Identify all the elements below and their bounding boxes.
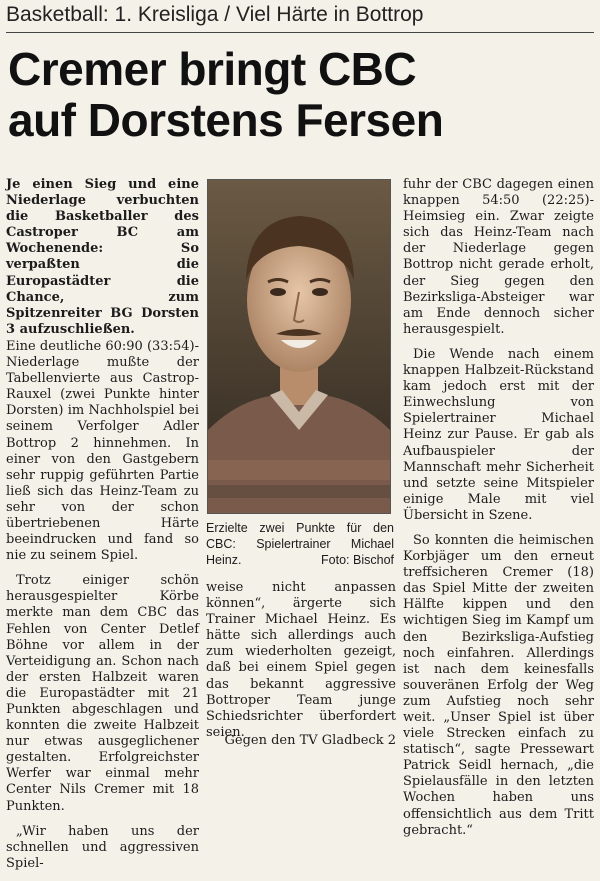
body-paragraph: „Wir haben uns der schnellen und aggressiven Spiel-: [6, 823, 199, 871]
photo-credit: Foto: Bischof: [321, 553, 394, 567]
body-paragraph: Die Wende nach einem knappen Halbzeit-Rückstand kam jedoch erst mit der Einwechslung von Spielertrainer Michael Heinz zur Pause. Er gab als Aufbauspieler der Mannschaft mehr Sicherheit und setzte seine Mitspieler einige Male mit viel Übersicht in Szene.: [403, 346, 594, 523]
caption-text: Erzielte zwei Punkte für den CBC: Spielertrainer Michael Heinz.: [206, 521, 394, 567]
body-paragraph: Trotz einiger schön herausgespielter Körbe merkte man dem CBC das Fehlen von Center Detlef Böhne vor allem in der Verteidigung an. Schon nach der ersten Halbzeit waren die Europastädter mit 21 Punkten abgeschlagen und konnten die zweite Halbzeit nur etwas ausgeglichener gestalten. Erfolgreichster Werfer war einmal mehr Center Nils Cremer mit 18 Punkten.: [6, 573, 199, 814]
headline-line-1: Cremer bringt CBC: [8, 43, 417, 95]
kicker-line: Basketball: 1. Kreisliga / Viel Härte in Bottrop: [6, 3, 424, 26]
body-paragraph: Eine deutliche 60:90 (33:54)-Niederlage mußte der Tabellenvierte aus Castrop-Rauxel (zwei Punkte hinter Dorsten) im Nachholspiel bei seinem Verfolger Adler Bottrop 2 hinnehmen. In einer von den Gastgebern sehr ruppig geführten Partie ließ sich das Heinz-Team zu sehr von der schon übertriebenen Härte beeindrucken und fand so nie zu seinem Spiel.: [6, 338, 199, 564]
headline-line-2: auf Dorstens Fersen: [8, 94, 444, 146]
article-column-3: [403, 177, 594, 848]
body-paragraph: weise nicht anpassen können“, ärgerte sich Trainer Michael Heinz. Es hätte sich allerdings auch zum wiederholten gezeigt, daß bei einem Spiel gegen das bekannt aggressive Bottroper Team junge Schiedsrichter überfordert seien.: [206, 580, 396, 740]
column-2-continuation: Gegen den TV Gladbeck 2: [224, 733, 396, 748]
body-paragraph: So konnten die heimischen Korbjäger um den erneut treffsicheren Cremer (18) das Spiel Mitte der zweiten Hälfte kippen und den wichtigen Sieg im Kampf um den Bezirksliga-Aufstieg noch einfahren. Allerdings ist nach dem keinesfalls souveränen Erfolg der Weg zum Aufstieg noch sehr weit. „Unser Spiel ist über viele Strecken einfach zu statisch“, sagte Pressewart Patrick Seidl hernach, „die Spielausfälle in den letzten Wochen haben uns offensichtlich aus dem Tritt gebracht.“: [403, 532, 594, 838]
body-paragraph: fuhr der CBC dagegen einen knappen 54:50 (22:25)-Heimsieg ein. Zwar zeigte sich das Heinz-Team nach der Niederlage gegen Bottrop nicht gerade erholt, der Sieg gegen den Bezirksliga-Absteiger war am Ende dennoch sicher herausgespielt.: [403, 177, 594, 337]
portrait-image: [208, 180, 390, 513]
player-photo: [207, 179, 391, 514]
kicker-rule: [6, 32, 594, 33]
article-column-1: [6, 177, 199, 881]
lead-paragraph: Je einen Sieg und eine Niederlage verbuchten die Basketballer des Castroper BC am Wochenende: So verpaßten die Europastädter die Chance, zum Spitzenreiter BG Dorsten 3 aufzuschließen.: [6, 177, 199, 337]
photo-caption: [206, 520, 394, 568]
headline: [8, 44, 598, 146]
article-column-2: [206, 580, 396, 750]
